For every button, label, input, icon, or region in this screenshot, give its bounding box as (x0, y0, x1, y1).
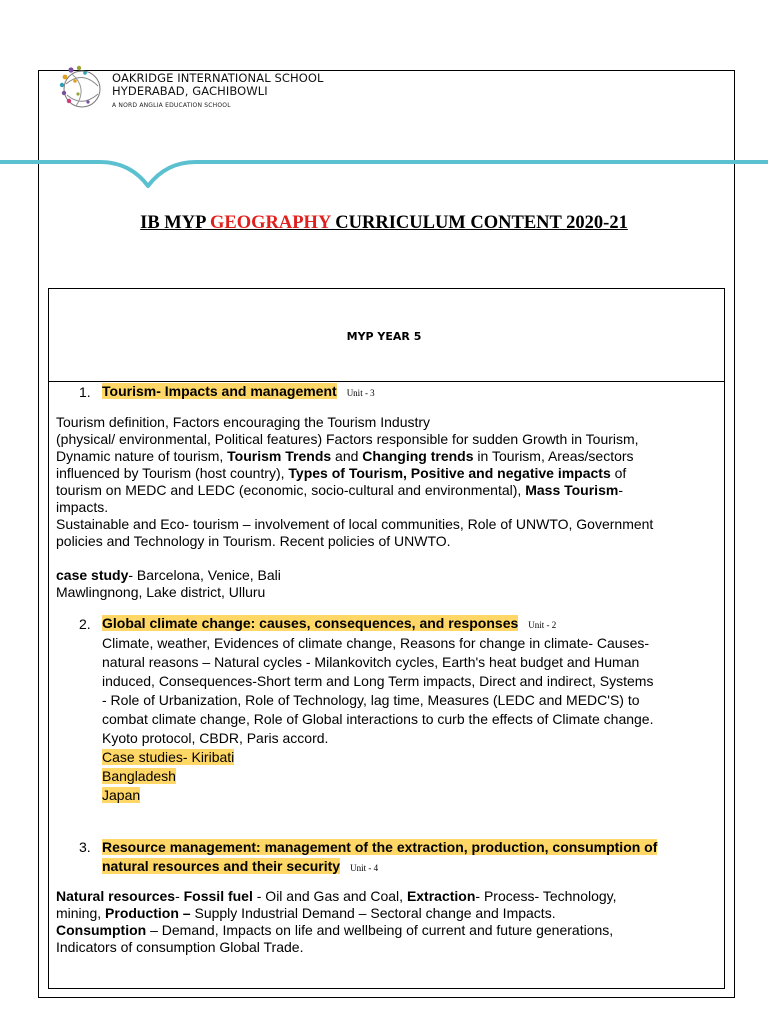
topic3-line: Indicators of consumption Global Trade. (56, 939, 304, 955)
topic3-number: 3. (79, 839, 91, 855)
topic2-line: combat climate change, Role of Global interactions to curb the effects of Climate change. (102, 711, 654, 727)
topic2-line: Climate, weather, Evidences of climate change, Reasons for change in climate- Causes- (102, 635, 650, 651)
topic1-line: Dynamic nature of tourism, Tourism Trends and Changing trends in Tourism, Areas/sectors (56, 448, 634, 464)
topic1-heading: Tourism- Impacts and management (102, 383, 337, 399)
topic2-line: - Role of Urbanization, Role of Technology, lag time, Measures (LEDC and MEDC'S) to (102, 692, 640, 708)
topic3-heading-line1: Resource management: management of the extraction, production, consumption of (102, 839, 658, 855)
topic2-line: natural reasons – Natural cycles - Milankovitch cycles, Earth's heat budget and Human (102, 654, 640, 670)
decorative-wave-band (0, 146, 768, 196)
topic2-case: Case studies- Kiribati (102, 749, 235, 765)
topic1-line: Sustainable and Eco- tourism – involvement of local communities, Role of UNWTO, Government (56, 516, 654, 532)
school-name-block (112, 72, 324, 109)
topic1-case-study: case study- Barcelona, Venice, Bali (56, 567, 281, 583)
topic1-number: 1. (79, 384, 91, 400)
topic3-body (56, 888, 726, 956)
topic3-line: mining, Production – Supply Industrial Demand – Sectoral change and Impacts. (56, 905, 556, 921)
topic1-line: influenced by Tourism (host country), Types of Tourism, Positive and negative impacts of (56, 465, 627, 481)
topic1-line: tourism on MEDC and LEDC (economic, socio-cultural and environmental), Mass Tourism- (56, 482, 623, 498)
title-part1: IB MYP (140, 213, 211, 233)
topic2-line: Kyoto protocol, CBDR, Paris accord. (102, 730, 329, 746)
topic2-unit: Unit - 2 (528, 620, 557, 630)
topic1-body (56, 414, 726, 601)
topic1-case-study-line2: Mawlingnong, Lake district, Ulluru (56, 584, 266, 600)
topic1-line: impacts. (56, 499, 109, 515)
topic3-unit: Unit - 4 (350, 863, 379, 873)
table-row-divider (48, 381, 725, 382)
topic1-heading-row (102, 383, 375, 401)
topic1-unit: Unit - 3 (346, 388, 375, 398)
school-tagline: A NORD ANGLIA EDUCATION SCHOOL (112, 102, 231, 109)
topic1-line: policies and Technology in Tourism. Recent policies of UNWTO. (56, 533, 451, 549)
topic2-case: Bangladesh (102, 768, 176, 784)
topic3-line: Natural resources- Fossil fuel - Oil and Gas and Coal, Extraction- Process- Technology, (56, 888, 617, 904)
title-subject: GEOGRAPHY (210, 213, 331, 233)
topic3-heading-line2: natural resources and their security (102, 858, 341, 874)
school-name-line1: OAKRIDGE INTERNATIONAL SCHOOL (112, 71, 324, 85)
topic2-number: 2. (79, 616, 91, 632)
topic1-line: (physical/ environmental, Political features) Factors responsible for sudden Growth in Tourism, (56, 431, 639, 447)
topic2-heading: Global climate change: causes, consequences, and responses (102, 615, 519, 631)
topic1-line: Tourism definition, Factors encouraging the Tourism Industry (56, 414, 431, 430)
title-part2: CURRICULUM CONTENT 2020-21 (330, 213, 628, 233)
topic3-line: Consumption – Demand, Impacts on life and wellbeing of current and future generations, (56, 922, 614, 938)
year-heading: MYP YEAR 5 (346, 330, 422, 343)
topic2-body (102, 634, 768, 805)
topic2-line: induced, Consequences-Short term and Long Term impacts, Direct and indirect, Systems (102, 673, 654, 689)
page-title (0, 213, 768, 234)
school-logo-icon (58, 64, 104, 112)
topic3-heading-block (102, 838, 657, 878)
school-name-line2: HYDERABAD, GACHIBOWLI (112, 84, 268, 98)
topic2-heading-row (102, 615, 556, 633)
topic2-case: Japan (102, 787, 141, 803)
